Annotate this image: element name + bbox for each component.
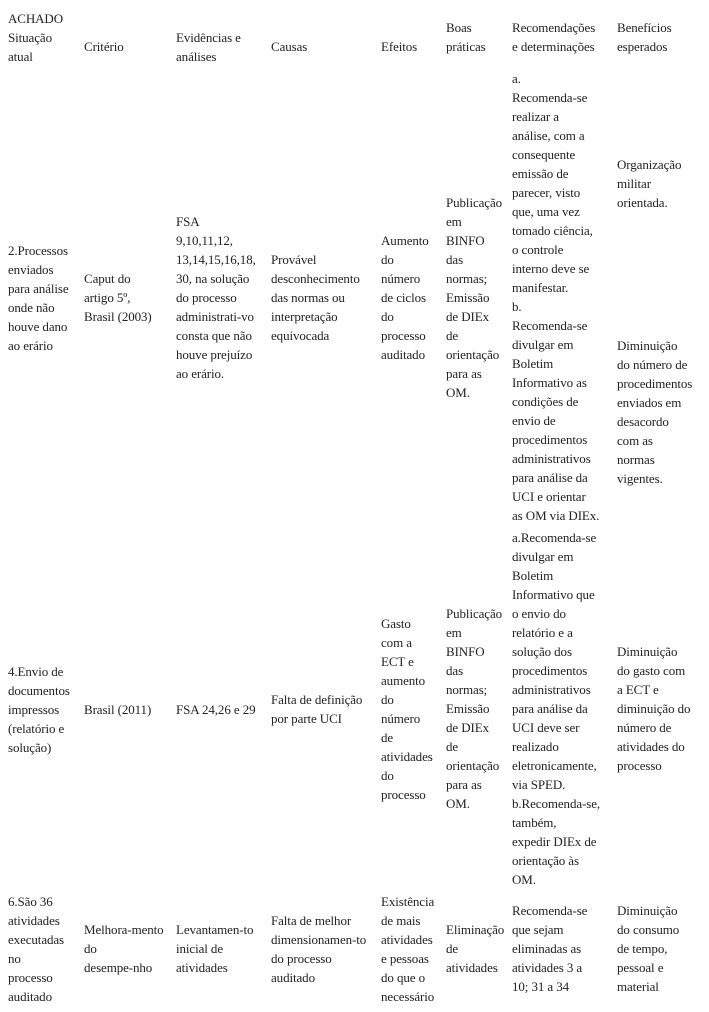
header-achado: ACHADO <box>8 11 64 26</box>
row-2-situacao: 2.Processos enviados para análise onde não houve dano ao erário <box>8 243 69 353</box>
row-4-beneficios: Diminuição do gasto com a ECT e diminuição do número de atividades do processo <box>617 644 691 773</box>
row-6-efeitos: Existência de mais atividades e pessoas do que o necessário <box>381 894 435 1004</box>
row-6-recomendacoes: Recomenda-se que sejam eliminadas as atividades 3 a 10; 31 a 34 <box>512 903 588 994</box>
row-2-beneficio-2: Diminuição do número de procedimentos enviados em desacordo com as normas vigentes. <box>617 338 693 486</box>
row-2-recomendacoes: a. Recomenda-se realizar a análise, com a consequente emissão de parecer, visto que, uma vez tomado ciência, o controle interno deve se manifestar. b. Recomenda-se divulgar em Boletim Informativo as condições de envio de procedimentos administrativos para análise da UCI e orientar as OM via DIEx. <box>512 71 600 523</box>
row-6-causas: Falta de melhor dimensionamen-to do processo auditado <box>271 913 367 985</box>
header-evidencias: Evidências e análises <box>176 30 241 64</box>
row-2-causas: Provável desconhecimento das normas ou interpretação equivocada <box>271 252 360 343</box>
row-4-recomendacoes: a.Recomenda-se divulgar em Boletim Informativo que o envio do relatório e a solução dos procedimentos administrativos para análise da UCI deve ser realizado eletronicamente, via SPED. b.Recomenda-se, também, expedir DIEx de orientação às OM. <box>512 530 601 887</box>
row-4-evidencias: FSA 24,26 e 29 <box>176 702 256 717</box>
row-4-efeitos: Gasto com a ECT e aumento do número de atividades do processo <box>381 616 433 802</box>
row-4-criterio: Brasil (2011) <box>84 702 152 717</box>
row-4-boas-praticas: Publicação em BINFO das normas; Emissão de DIEx de orientação para as OM. <box>446 606 503 811</box>
header-situacao-atual: Situação atual <box>8 30 52 64</box>
header-recomendacoes: Recomendações e determinações <box>512 20 596 54</box>
header-causas: Causas <box>271 39 308 54</box>
header-efeitos: Efeitos <box>381 39 418 54</box>
row-4-causas: Falta de definição por parte UCI <box>271 692 363 726</box>
row-6-boas-praticas: Eliminação de atividades <box>446 922 505 975</box>
row-4-situacao: 4.Envio de documentos impressos (relatório e solução) <box>8 664 70 755</box>
row-6-evidencias: Levantamen-to inicial de atividades <box>176 922 254 975</box>
row-6-beneficios: Diminuição do consumo de tempo, pessoal e material <box>617 903 680 994</box>
header-criterio: Critério <box>84 39 124 54</box>
row-2-boas-praticas: Publicação em BINFO das normas; Emissão de DIEx de orientação para as OM. <box>446 195 503 400</box>
row-2-beneficio-1: Organização militar orientada. <box>617 157 682 210</box>
row-2-criterio: Caput do artigo 5º, Brasil (2003) <box>84 271 152 324</box>
row-6-situacao: 6.São 36 atividades executadas no processo auditado <box>8 894 65 1004</box>
header-boas-praticas: Boas práticas <box>446 20 486 54</box>
header-beneficios: Benefícios esperados <box>617 20 672 54</box>
row-2-efeitos: Aumento do número de ciclos do processo auditado <box>381 233 429 362</box>
row-2-evidencias: FSA 9,10,11,12, 13,14,15,16,18, 30, na solução do processo administrati-vo consta que não houve prejuízo ao erário. <box>176 214 256 381</box>
row-6-criterio: Melhora-mento do desempe-nho <box>84 922 164 975</box>
